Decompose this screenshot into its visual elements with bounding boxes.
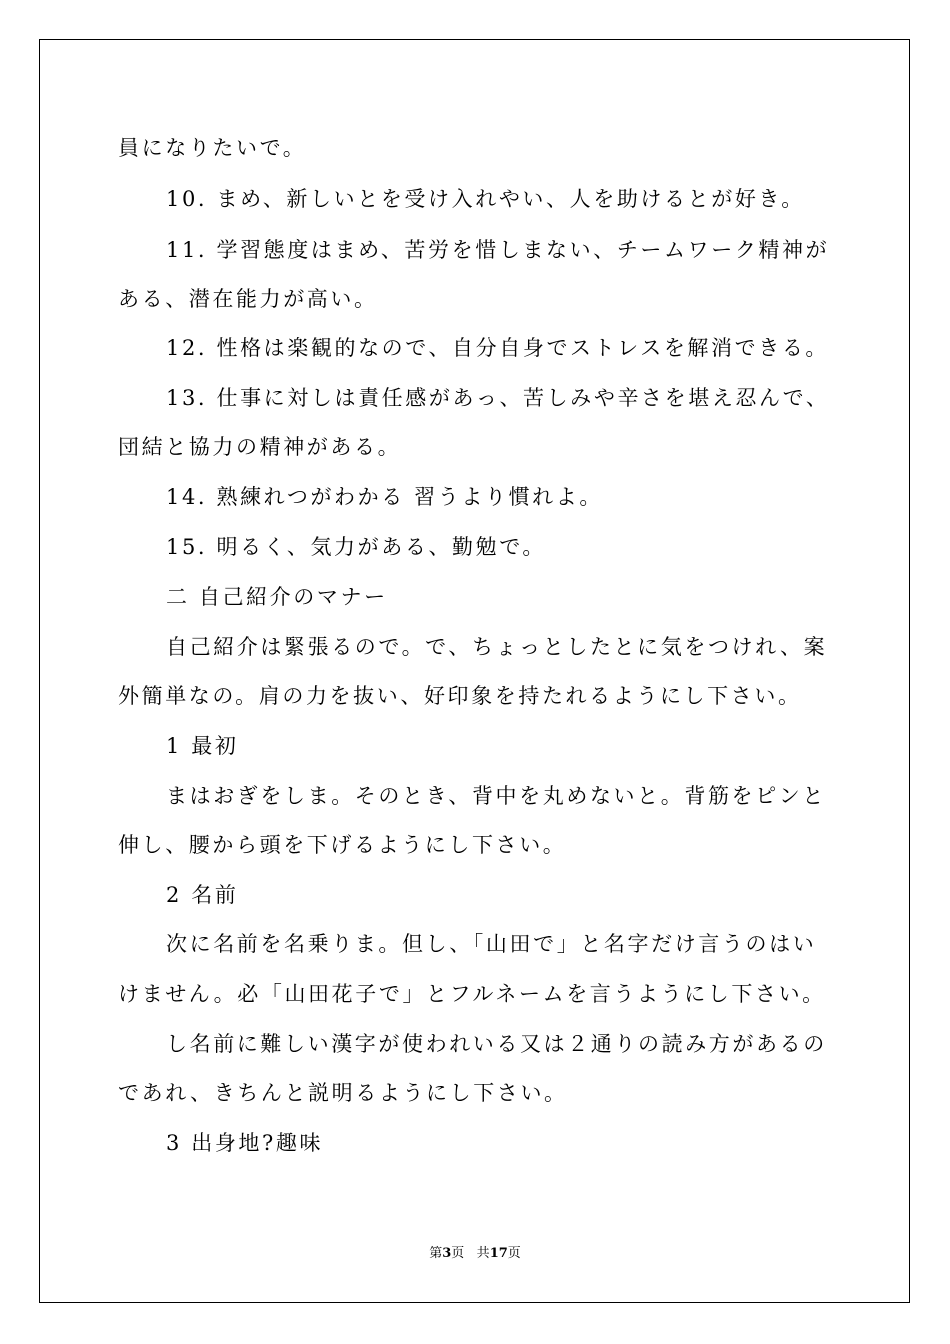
list-item-15: 15. 明るく、気力がある、勤勉で。 xyxy=(166,535,547,559)
list-item-12: 12. 性格は楽観的なので、自分自身でストレスを解消できる。 xyxy=(166,336,830,360)
text-line: ある、潜在能力が高い。 xyxy=(118,287,378,311)
subsection-heading: 3 出身地?趣味 xyxy=(166,1131,324,1155)
page-prefix: 第 xyxy=(429,1246,443,1261)
page-suffix: 页 xyxy=(451,1246,465,1261)
paragraph-line: まはおぎをしま。そのとき、背中を丸めないと。背筋をピンと xyxy=(166,784,826,808)
text-line: 員になりたいで。 xyxy=(118,136,307,160)
paragraph-line: であれ、きちんと説明るようにし下さい。 xyxy=(118,1081,568,1105)
total-suffix: 页 xyxy=(507,1246,521,1261)
subsection-heading: 1 最初 xyxy=(166,734,239,758)
page-footer xyxy=(0,1245,950,1263)
page-current: 3 xyxy=(442,1246,452,1261)
list-item-11: 11. 学習態度はまめ、苦労を惜しまない、チームワーク精神が xyxy=(166,238,830,262)
paragraph-line: 外簡単なの。肩の力を抜い、好印象を持たれるようにし下さい。 xyxy=(118,684,802,708)
text-line: 団結と協力の精神がある。 xyxy=(118,435,402,459)
paragraph-line: し名前に難しい漢字が使われいる又は２通りの読み方があるの xyxy=(166,1032,827,1056)
list-item-14: 14. 熟練れつがわかる 習うより慣れよ。 xyxy=(166,485,603,509)
list-item-10: 10. まめ、新しいとを受け入れやい、人を助けるとが好き。 xyxy=(166,187,805,211)
page-border xyxy=(39,39,910,1303)
paragraph-line: 次に名前を名乗りま。但し、「山田で」と名字だけ言うのはい xyxy=(166,932,817,956)
paragraph-line: けません。必「山田花子で」とフルネームを言うようにし下さい。 xyxy=(118,982,826,1006)
list-item-13: 13. 仕事に対しは責任感があっ、苦しみや辛さを堪え忍んで、 xyxy=(166,386,830,410)
page-total: 17 xyxy=(489,1246,508,1261)
subsection-heading: 2 名前 xyxy=(166,883,239,907)
paragraph-line: 自己紹介は緊張るので。で、ちょっとしたとに気をつけれ、案 xyxy=(166,635,828,659)
total-prefix: 共 xyxy=(476,1246,490,1261)
paragraph-line: 伸し、腰から頭を下げるようにし下さい。 xyxy=(118,833,567,857)
section-heading: 二 自己紹介のマナー xyxy=(166,585,388,609)
